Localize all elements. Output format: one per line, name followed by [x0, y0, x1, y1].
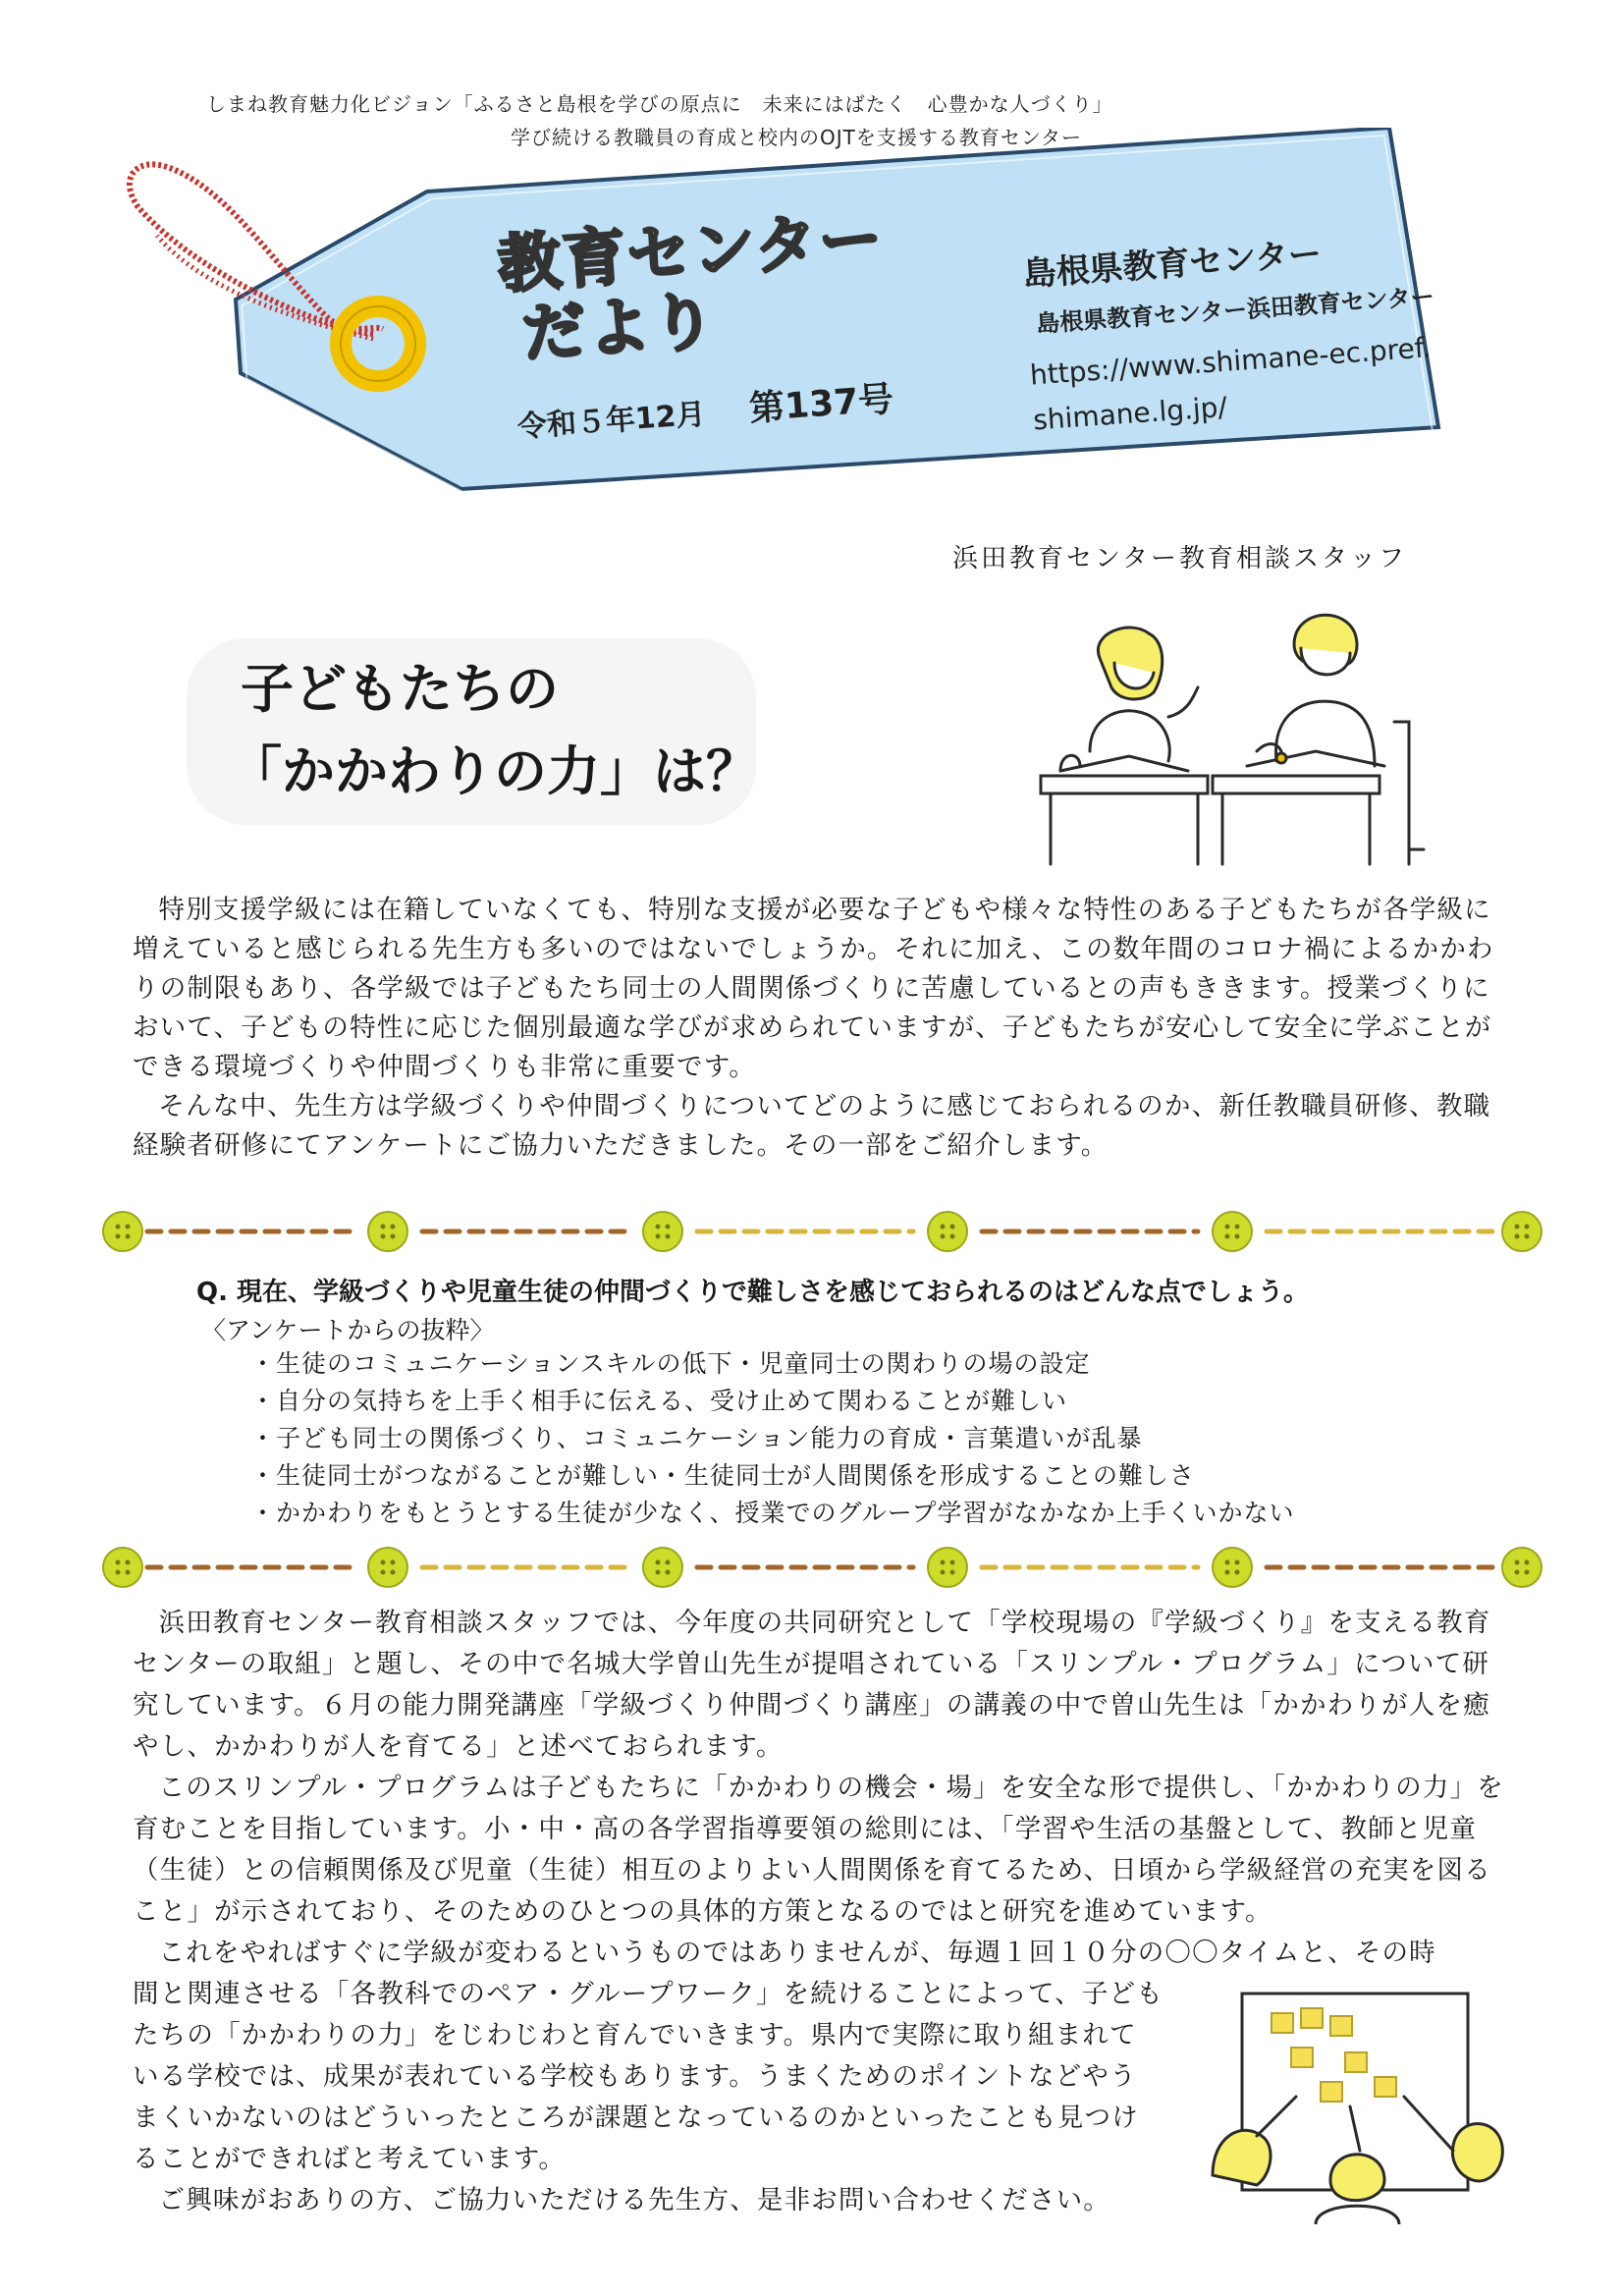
person-center-hair	[1330, 2155, 1384, 2201]
body-paragraph-1: 浜田教育センター教育相談スタッフでは、今年度の共同研究として「学校現場の『学級づくり』を支える教育センターの取組」と題し、その中で名城大学曽山先生が提唱されている「スリンプル・プログラム」について研究しています。６月の能力開発講座「学級づくり仲間づくり講座」の講義の中で曽山先生は「かかわりが人を癒やし、かかわりが人を育てる」と述べておられます。	[133, 1608, 1491, 1762]
body-paragraph-3-line1: これをやればすぐに学級が変わるというものではありませんが、毎週１回１０分の〇〇タイムと、その時	[158, 1938, 1436, 1968]
center-sub: 島根県教育センター浜田教育センター	[1035, 282, 1435, 339]
survey-item: ・自分の気持ちを上手く相手に伝える、受け止めて関わることが難しい	[250, 1387, 1068, 1415]
issue-date: 令和５年12月	[515, 397, 707, 445]
masthead-title-line1: 教育センター	[495, 202, 887, 302]
survey-subtitle: 〈アンケートからの抜粋〉	[201, 1316, 495, 1344]
body-paragraph-4: ご興味がおありの方、ご協力いただける先生方、是非お問い合わせください。	[158, 2185, 1110, 2215]
intro-paragraph-2: そんな中、先生方は学級づくりや仲間づくりについてどのように感じておられるのか、新任教職員研修、教職経験者研修にてアンケートにご協力いただきました。その一部をご紹介します。	[133, 1091, 1491, 1161]
headline	[229, 648, 759, 813]
center-name: 島根県教育センター	[1021, 234, 1324, 295]
groupwork-illustration	[1203, 1989, 1517, 2224]
survey-item: ・子ども同士の関係づくり、コミュニケーション能力の育成・言葉遣いが乱暴	[250, 1424, 1143, 1452]
survey-item: ・生徒のコミュニケーションスキルの低下・児童同士の関わりの場の設定	[250, 1349, 1091, 1378]
masthead-title	[496, 204, 892, 372]
headline-line1: 子どもたちの	[241, 658, 559, 720]
button-divider-bottom	[98, 1542, 1551, 1593]
survey-item: ・かかわりをもとうとする生徒が少なく、授業でのグループ学習がなかなか上手くいかない	[250, 1499, 1295, 1527]
person-left-hair	[1213, 2130, 1271, 2185]
body-paragraph-3-rest: 間と関連させる「各教科でのペア・グループワーク」を続けることによって、子どもたちの「かかわりの力」をじわじわと育んでいきます。県内で実際に取り組まれている学校では、成果が表れている学校もあります。うまくためのポイントなどやうまくいかないのはどういったところが課題となっているのかといったことも見つけることができればと考えています。	[133, 1979, 1163, 2174]
center-url-line2[interactable]: shimane.lg.jp/	[1032, 390, 1228, 437]
body-text-wrapped	[133, 1974, 1163, 2221]
masthead-title-line2: だより	[519, 285, 720, 372]
students-illustration	[1021, 604, 1434, 869]
person-right-hair	[1452, 2124, 1502, 2181]
button-divider-top	[98, 1206, 1551, 1257]
survey-question: Q. 現在、学級づくりや児童生徒の仲間づくりで難しさを感じておられるのはどんな点でしょう。	[196, 1278, 1310, 1307]
center-info	[1021, 219, 1442, 444]
intro-paragraph-1: 特別支援学級には在籍していなくても、特別な支援が必要な子どもや様々な特性のある子どもたちが各学級に増えていると感じられる先生方も多いのではないでしょうか。それに加え、この数年間のコロナ禍によるかかわりの制限もあり、各学級では子どもたち同士の人間関係づくりに苦慮しているとの声もききます。授業づくりにおいて、子どもの特性に応じた個別最適な学びが求められていますが、子どもたちが安心して安全に学ぶことができる環境づくりや仲間づくりも非常に重要です。	[133, 895, 1494, 1082]
byline: 浜田教育センター教育相談スタッフ	[952, 544, 1407, 574]
body-paragraph-2: このスリンプル・プログラムは子どもたちに「かかわりの機会・場」を安全な形で提供し、「かかわりの力」を育むことを目指しています。小・中・高の各学習指導要領の総則には、「学習や生活の基盤として、教師と児童（生徒）との信頼関係及び児童（生徒）相互のよりよい人間関係を育てるため、日頃から学級経営の充実を図ること」が示されており、そのためのひとつの具体的方策となるのではと研究を進めています。	[133, 1773, 1504, 1927]
vision-line: しまね教育魅力化ビジョン「ふるさと島根を学びの原点に 未来にはばたく 心豊かな人づくり」	[206, 92, 1113, 116]
issue-number: 第137号	[747, 379, 895, 430]
headline-line2: 「かかわりの力」は？	[229, 740, 759, 802]
survey-list	[250, 1345, 1295, 1532]
body-text	[133, 1603, 1507, 1974]
survey-item: ・生徒同士がつながることが難しい・生徒同士が人間関係を形成することの難しさ	[250, 1461, 1196, 1490]
center-url-line1[interactable]: https://www.shimane-ec.pref.	[1028, 331, 1433, 392]
support-line: 学び続ける教職員の育成と校内のOJTを支援する教育センター	[511, 126, 1083, 149]
intro-text	[133, 891, 1507, 1166]
